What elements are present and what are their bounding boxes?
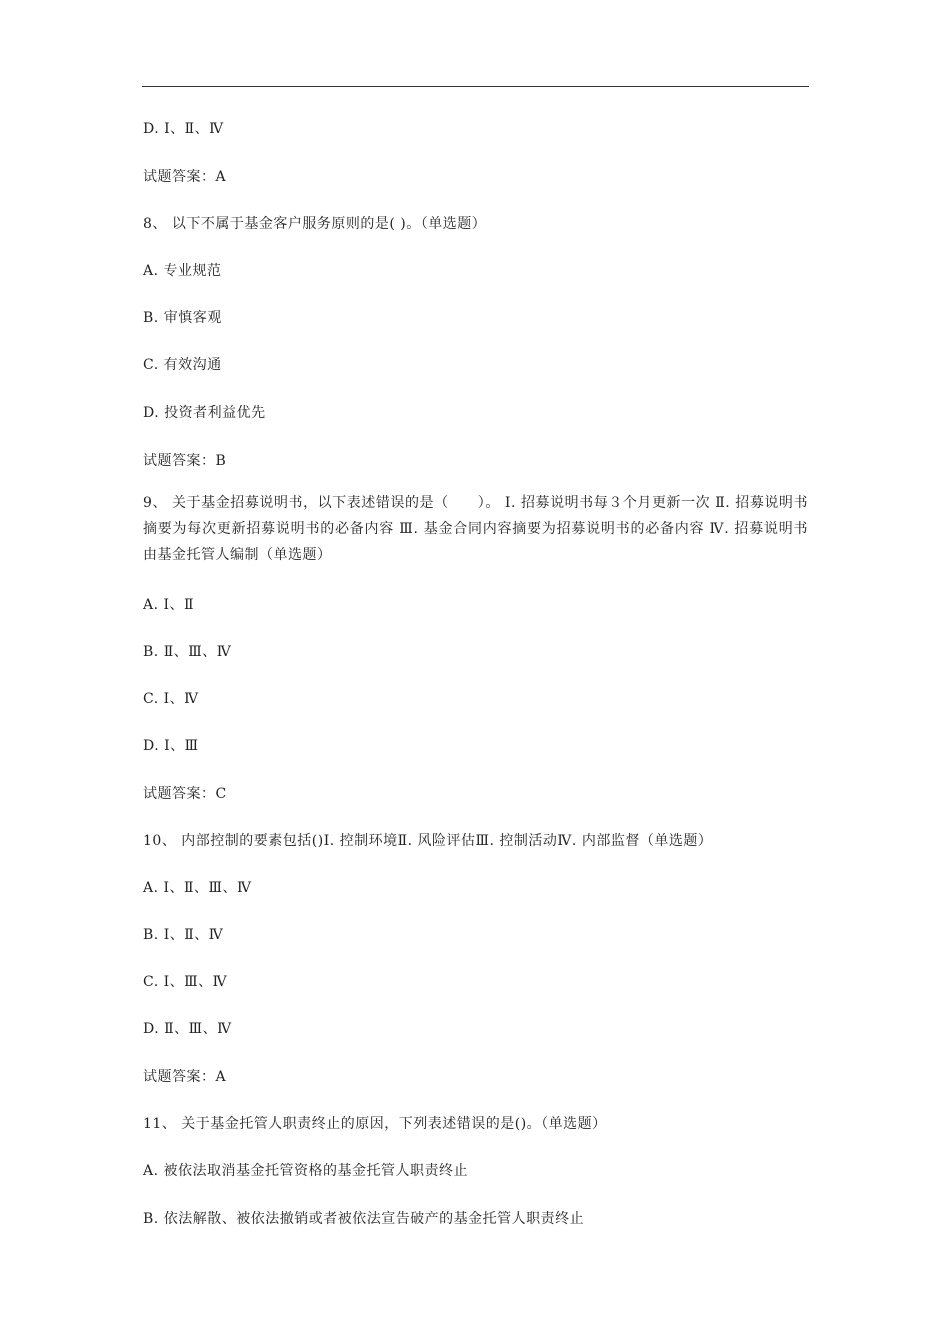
- header-rule: [142, 86, 809, 87]
- q8-option-b: B. 审慎客观: [143, 310, 222, 326]
- q10-option-a: A. Ⅰ、Ⅱ、Ⅲ、Ⅳ: [143, 880, 252, 896]
- q9-option-b: B. Ⅱ、Ⅲ、Ⅳ: [143, 644, 232, 660]
- q8-option-c: C. 有效沟通: [143, 357, 222, 373]
- q8-question: 8、 以下不属于基金客户服务原则的是( )。（单选题）: [143, 216, 487, 232]
- q11-option-a: A. 被依法取消基金托管资格的基金托管人职责终止: [143, 1163, 469, 1179]
- q7-answer: 试题答案：A: [143, 169, 227, 185]
- q9-option-a: A. Ⅰ、Ⅱ: [143, 597, 195, 613]
- q9-answer: 试题答案：C: [143, 786, 227, 802]
- q10-question: 10、 内部控制的要素包括()Ⅰ. 控制环境Ⅱ. 风险评估Ⅲ. 控制活动Ⅳ. 内部监督（单选题）: [143, 833, 713, 849]
- q10-option-b: B. Ⅰ、Ⅱ、Ⅳ: [143, 927, 224, 943]
- q10-option-c: C. Ⅰ、Ⅲ、Ⅳ: [143, 974, 228, 990]
- q8-option-d: D. 投资者利益优先: [143, 405, 266, 421]
- q8-answer: 试题答案：B: [143, 453, 227, 469]
- q9-question: 9、 关于基金招募说明书，以下表述错误的是（ ）。 Ⅰ. 招募说明书每３个月更新一次 Ⅱ. 招募说明书摘要为每次更新招募说明书的必备内容 Ⅲ. 基金合同内容摘要为招募说明书的必备内容 Ⅳ. 招募说明书由基金托管人编制（单选题）: [143, 495, 808, 563]
- q8-option-a: A. 专业规范: [143, 263, 222, 279]
- q9-option-d: D. Ⅰ、Ⅲ: [143, 738, 199, 754]
- q10-answer: 试题答案：A: [143, 1069, 227, 1085]
- q11-question: 11、 关于基金托管人职责终止的原因，下列表述错误的是()。（单选题）: [143, 1116, 607, 1132]
- q11-option-b: B. 依法解散、被依法撤销或者被依法宣告破产的基金托管人职责终止: [143, 1211, 585, 1227]
- q9-option-c: C. Ⅰ、Ⅳ: [143, 691, 199, 707]
- q7-option-d: D. Ⅰ、Ⅱ、Ⅳ: [143, 121, 224, 137]
- q10-option-d: D. Ⅱ、Ⅲ、Ⅳ: [143, 1021, 232, 1037]
